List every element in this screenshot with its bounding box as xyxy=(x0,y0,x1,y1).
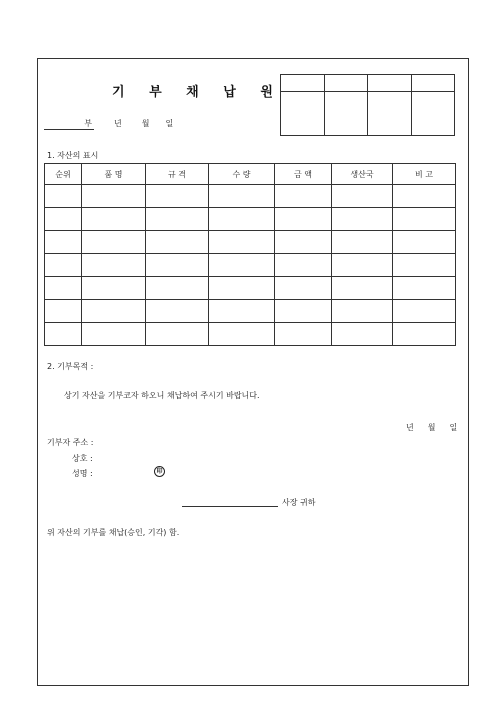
table-cell[interactable] xyxy=(332,300,393,323)
table-cell[interactable] xyxy=(146,254,209,277)
seal-icon: 印 xyxy=(154,466,165,477)
column-header: 수 량 xyxy=(209,164,275,185)
table-cell[interactable] xyxy=(393,185,456,208)
table-cell[interactable] xyxy=(45,185,82,208)
table-cell[interactable] xyxy=(393,300,456,323)
form-title: 기 부 채 납 원 xyxy=(112,85,283,100)
table-cell[interactable] xyxy=(209,208,275,231)
approval-sign-cell xyxy=(368,92,412,136)
donor-address-label: 기부자 주소 : xyxy=(47,438,94,447)
donor-trade-label: 상호 : xyxy=(72,454,93,463)
table-cell[interactable] xyxy=(393,277,456,300)
addressee-name-line xyxy=(182,506,278,507)
table-cell[interactable] xyxy=(393,231,456,254)
table-cell[interactable] xyxy=(45,254,82,277)
table-cell[interactable] xyxy=(332,231,393,254)
year-label: 년 xyxy=(114,119,122,128)
table-row xyxy=(45,208,456,231)
table-cell[interactable] xyxy=(275,254,332,277)
column-header: 생산국 xyxy=(332,164,393,185)
table-header-row xyxy=(45,164,456,185)
table-cell[interactable] xyxy=(393,323,456,346)
approval-box xyxy=(280,74,455,136)
table-cell[interactable] xyxy=(45,323,82,346)
table-cell[interactable] xyxy=(275,323,332,346)
dept-label: 부 xyxy=(44,118,94,130)
table-cell[interactable] xyxy=(82,277,146,300)
section2-heading: 2. 기부목적 : xyxy=(47,362,94,371)
column-header: 순위 xyxy=(45,164,82,185)
table-row xyxy=(45,254,456,277)
table-cell[interactable] xyxy=(275,208,332,231)
approval-sign-cell xyxy=(324,92,368,136)
request-date xyxy=(406,422,471,433)
table-row xyxy=(45,185,456,208)
table-cell[interactable] xyxy=(82,208,146,231)
table-cell[interactable] xyxy=(209,300,275,323)
table-cell[interactable] xyxy=(82,323,146,346)
table-cell[interactable] xyxy=(209,277,275,300)
table-cell[interactable] xyxy=(275,185,332,208)
column-header: 품 명 xyxy=(82,164,146,185)
section1-heading: 1. 자산의 표시 xyxy=(47,151,99,160)
table-cell[interactable] xyxy=(275,277,332,300)
table-cell[interactable] xyxy=(332,323,393,346)
table-cell[interactable] xyxy=(146,277,209,300)
year-label: 년 xyxy=(406,423,414,432)
table-cell[interactable] xyxy=(146,185,209,208)
table-cell[interactable] xyxy=(332,208,393,231)
table-cell[interactable] xyxy=(146,208,209,231)
approval-cell xyxy=(324,75,368,92)
column-header: 금 액 xyxy=(275,164,332,185)
table-cell[interactable] xyxy=(45,300,82,323)
table-cell[interactable] xyxy=(146,300,209,323)
table-row xyxy=(45,300,456,323)
table-cell[interactable] xyxy=(146,323,209,346)
table-cell[interactable] xyxy=(393,208,456,231)
approval-sign-cell xyxy=(411,92,455,136)
addressee-label: 사장 귀하 xyxy=(282,498,316,507)
table-cell[interactable] xyxy=(146,231,209,254)
table-cell[interactable] xyxy=(45,277,82,300)
form-frame xyxy=(37,58,469,686)
table-row xyxy=(45,323,456,346)
table-row xyxy=(45,277,456,300)
approval-cell xyxy=(281,75,325,92)
table-body xyxy=(45,185,456,346)
table-cell[interactable] xyxy=(332,254,393,277)
request-statement: 상기 자산을 기부코자 하오니 채납하여 주시기 바랍니다. xyxy=(64,391,260,400)
table-row xyxy=(45,231,456,254)
table-cell[interactable] xyxy=(45,208,82,231)
asset-table xyxy=(44,163,456,346)
table-cell[interactable] xyxy=(209,323,275,346)
month-label: 월 xyxy=(427,423,436,432)
table-cell[interactable] xyxy=(209,254,275,277)
table-cell[interactable] xyxy=(393,254,456,277)
table-cell[interactable] xyxy=(82,231,146,254)
donor-name-label: 성명 : xyxy=(72,469,93,478)
table-cell[interactable] xyxy=(82,300,146,323)
day-label: 일 xyxy=(449,423,458,432)
table-cell[interactable] xyxy=(82,254,146,277)
column-header: 규 격 xyxy=(146,164,209,185)
table-cell[interactable] xyxy=(332,277,393,300)
day-label: 일 xyxy=(165,119,174,128)
month-label: 월 xyxy=(141,119,150,128)
approval-cell xyxy=(411,75,455,92)
table-cell[interactable] xyxy=(45,231,82,254)
table-cell[interactable] xyxy=(332,185,393,208)
closing-statement: 위 자산의 기부를 채납(승인, 기각) 함. xyxy=(47,528,180,537)
table-cell[interactable] xyxy=(209,185,275,208)
table-cell[interactable] xyxy=(275,231,332,254)
approval-sign-cell xyxy=(281,92,325,136)
header-date-line xyxy=(44,118,173,130)
table-cell[interactable] xyxy=(82,185,146,208)
table-cell[interactable] xyxy=(209,231,275,254)
column-header: 비 고 xyxy=(393,164,456,185)
table-cell[interactable] xyxy=(275,300,332,323)
approval-cell xyxy=(368,75,412,92)
